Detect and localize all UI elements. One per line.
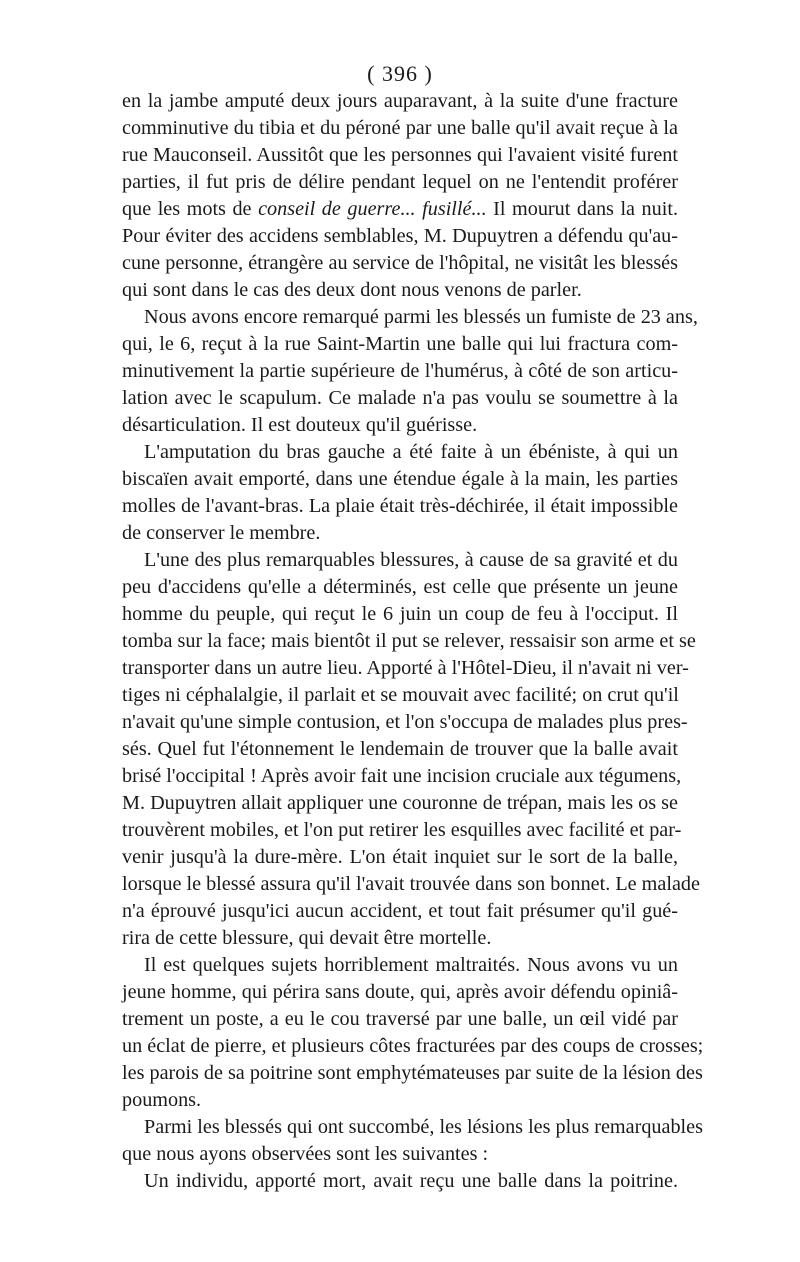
text-line: de conserver le membre. [122,522,321,544]
text-line: biscaïen avait emporté, dans une étendue égale à la main, les parties [122,468,678,490]
italic-phrase: conseil de guerre... fusillé... [258,198,487,220]
text-line: Pour éviter des accidens semblables, M. Dupuytren a défendu qu'au- [122,225,678,247]
text-line: rue Mauconseil. Aussitôt que les personnes qui l'avaient visité furent [122,144,678,166]
text-line: sés. Quel fut l'étonnement le lendemain de trouver que la balle avait [122,738,678,760]
text-line: un éclat de pierre, et plusieurs côtes fracturées par des coups de crosses; [122,1035,704,1057]
text-line: n'a éprouvé jusqu'ici aucun accident, et tout fait présumer qu'il gué- [122,900,678,922]
text-line: désarticulation. Il est douteux qu'il guérisse. [122,414,478,436]
text-line: peu d'accidens qu'elle a déterminés, est celle que présente un jeune [122,576,678,598]
text-line: minutivement la partie supérieure de l'humérus, à côté de son articu- [122,360,678,382]
text-line: rira de cette blessure, qui devait être mortelle. [122,927,492,949]
text-line: trement un poste, a eu le cou traversé par une balle, un œil vidé par [122,1008,678,1030]
text-line: qui, le 6, reçut à la rue Saint-Martin une balle qui lui fractura com- [122,333,678,355]
text-line: Un individu, apporté mort, avait reçu une balle dans la poitrine. [144,1170,678,1192]
text-line: tiges ni céphalalgie, il parlait et se mouvait avec facilité; on crut qu'il [122,684,679,706]
text-line: comminutive du tibia et du péroné par une balle qu'il avait reçue à la [122,117,678,139]
text-line: L'une des plus remarquables blessures, à cause de sa gravité et du [144,549,678,571]
text-line: poumons. [122,1089,202,1111]
text-line: cune personne, étrangère au service de l'hôpital, ne visitât les blessés [122,252,678,274]
text-line: L'amputation du bras gauche a été faite à un ébéniste, à qui un [144,441,678,463]
text-line: que nous ayons observées sont les suivantes : [122,1143,489,1165]
text-line: lation avec le scapulum. Ce malade n'a pas voulu se soumettre à la [122,387,678,409]
text-line: Nous avons encore remarqué parmi les blessés un fumiste de 23 ans, [144,306,698,328]
text-line: molles de l'avant-bras. La plaie était très-déchirée, il était impossible [122,495,678,517]
text-line: tomba sur la face; mais bientôt il put se relever, ressaisir son arme et se [122,630,696,652]
text-line: les parois de sa poitrine sont emphytémateuses par suite de la lésion des [122,1062,703,1084]
text-line: que les mots de conseil de guerre... fusillé... Il mourut dans la nuit. [122,198,679,220]
text-line: homme du peuple, qui reçut le 6 juin un coup de feu à l'occiput. Il [122,603,678,625]
text-line: parties, il fut pris de délire pendant lequel on ne l'entendit proférer [122,171,678,193]
text-line: jeune homme, qui périra sans doute, qui, après avoir défendu opiniâ- [122,981,678,1003]
body-text [122,88,704,1195]
text-line: lorsque le blessé assura qu'il l'avait trouvée dans son bonnet. Le malade [122,873,700,895]
text-line: M. Dupuytren allait appliquer une couronne de trépan, mais les os se [122,792,678,814]
text-line: trouvèrent mobiles, et l'on put retirer les esquilles avec facilité et par- [122,819,682,841]
text-line: Parmi les blessés qui ont succombé, les lésions les plus remarquables [144,1116,703,1138]
text-line: transporter dans un autre lieu. Apporté à l'Hôtel-Dieu, il n'avait ni ver- [122,657,689,679]
text-line: en la jambe amputé deux jours auparavant, à la suite d'une fracture [122,90,678,112]
text-line: qui sont dans le cas des deux dont nous venons de parler. [122,279,582,301]
text-line: n'avait qu'une simple contusion, et l'on s'occupa de malades plus pres- [122,711,688,733]
text-line: Il est quelques sujets horriblement maltraités. Nous avons vu un [144,954,678,976]
text-line: venir jusqu'à la dure-mère. L'on était inquiet sur le sort de la balle, [122,846,678,868]
page-number: ( 396 ) [367,61,433,86]
text-line: brisé l'occipital ! Après avoir fait une incision cruciale aux tégumens, [122,765,682,787]
